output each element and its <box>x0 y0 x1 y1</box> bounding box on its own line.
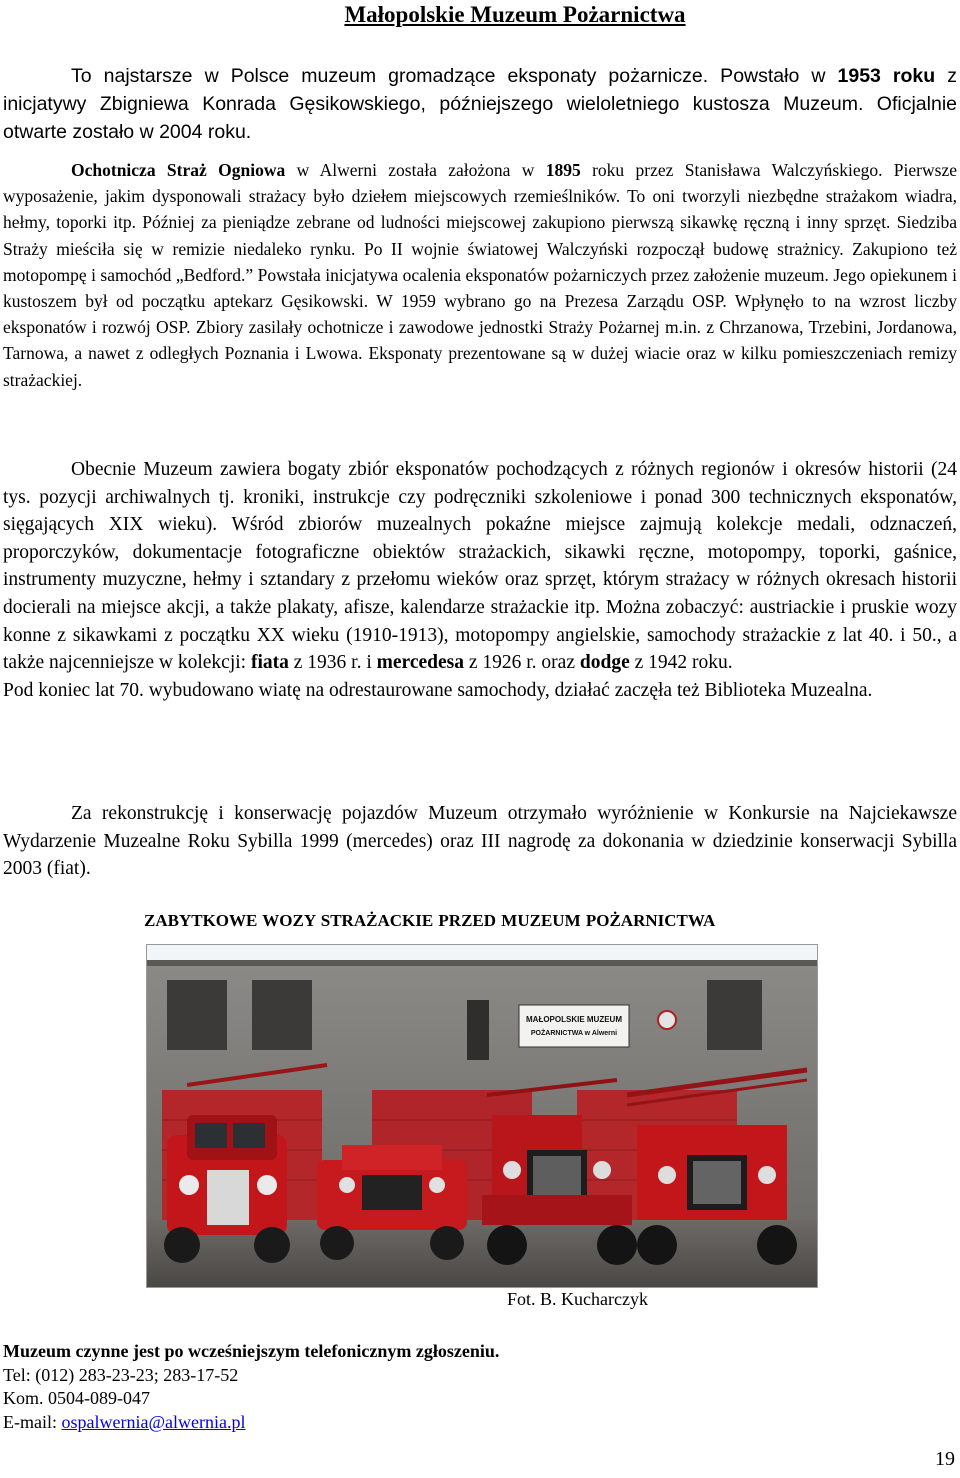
awards-paragraph: Za rekonstrukcję i konserwację pojazdów Muzeum otrzymało wyróżnienie w Konkursie na Najciekawsze Wydarzenie Muzealne Roku Sybilla 1999 (mercedes) oraz III nagrodę za dokonania w dziedzinie konserwacji Sybilla 2003 (fiat). <box>3 803 957 880</box>
mobile-line: Kom. 0504-089-047 <box>3 1388 150 1408</box>
window <box>467 1000 489 1060</box>
email-line: E-mail: ospalwernia@alwernia.pl <box>3 1411 246 1432</box>
museum-sign-line2: POŻARNICTWA w Alwerni <box>530 1030 618 1037</box>
shelter-sentence: Pod koniec lat 70. wybudowano wiatę na odrestaurowane samochody, działać zaczęła też Biblioteka Muzealna. <box>3 679 873 701</box>
phone-line: Tel: (012) 283-23-23; 283-17-52 <box>3 1364 239 1385</box>
window <box>167 980 227 1050</box>
intro-paragraph: To najstarsze w Polsce muzeum gromadzące eksponaty pożarnicze. Powstało w 1953 roku z inicjatywy Zbigniewa Konrada Gęsikowskiego, późniejszego wieloletniego kustosza Muzeum. Oficjalnie otwarte zostało w 2004 roku. <box>3 65 958 143</box>
window <box>707 980 762 1050</box>
fire-trucks-photo <box>146 944 818 1288</box>
emblem-icon <box>658 1011 676 1029</box>
opening-info: Muzeum czynne jest po wcześniejszym telefonicznym zgłoszeniu. <box>3 1341 500 1361</box>
document-title: Małopolskie Muzeum Pożarnictwa <box>344 2 686 27</box>
museum-sign <box>519 1005 629 1047</box>
photo-heading: ZABYTKOWE WOZY STRAŻACKIE PRZED MUZEUM POŻARNICTWA <box>144 911 716 930</box>
window <box>252 980 312 1050</box>
contact-block <box>3 1340 499 1434</box>
photo-credit: Fot. B. Kucharczyk <box>507 1289 648 1309</box>
page-number: 19 <box>935 1448 955 1470</box>
museum-sign-line1: MAŁOPOLSKIE MUZEUM <box>526 1015 622 1024</box>
history-paragraph: Ochotnicza Straż Ogniowa w Alwerni została założona w 1895 roku przez Stanisława Walczyńskiego. Pierwsze wyposażenie, jakim dysponowali strażacy było dziełem miejscowych rzemieślników. To oni tworzyli niezbędne strażakom wiadra, hełmy, toporki itp. Później za pieniądze zebrane od ludności miejscowej zakupiono pierwszą sikawkę ręczną i inny sprzęt. Siedziba Straży mieściła się w remizie niedaleko rynku. Po II wojnie światowej Walczyński rozpoczął budowę strażnicy. Zakupiono też motopompę i samochód „Bedford.” Powstała inicjatywa ocalenia eksponatów pożarniczych przez założenie muzeum. Jego opiekunem i kustoszem był od początku aptekarz Gęsikowski. W 1959 wybrano go na Prezesa Zarządu OSP. Wpłynęło to na wzrost liczby eksponatów i rozwój OSP. Zbiory zasilały ochotnicze i zawodowe jednostki Straży Pożarnej m.in. z Chrzanowa, Trzebini, Jordanowa, Tarnowa, a nawet z odległych Poznania i Lwowa. Eksponaty prezentowane są w dużej wiacie oraz w kilku pomieszczeniach remizy strażackiej. <box>3 160 957 390</box>
collection-paragraph: Obecnie Muzeum zawiera bogaty zbiór eksponatów pochodzących z różnych regionów i okresów historii (24 tys. pozycji archiwalnych tj. kroniki, instrukcje czy podręczniki szkoleniowe i ponad 300 technicznych eksponatów, sięgających XIX wieku). Wśród zbiorów muzealnych pokaźne miejsce zajmują kolekcje medali, odznaczeń, proporczyków, dokumentacje fotograficzne obiektów strażackich, sikawki ręczne, motopompy, toporki, gaśnice, instrumenty muzyczne, hełmy i sztandary z przełomu wieków oraz sprzęt, którym strażacy w różnych okresach historii docierali na miejsce akcji, a także plakaty, afisze, kalendarze strażackie itp. Można zobaczyć: austriackie i pruskie wozy konne z sikawkami z początku XX wieku (1910-1913), motopompy angielskie, samochody strażackie z lat 40. i 50., a także najcenniejsze w kolekcji: fiata z 1936 r. i mercedesa z 1926 r. oraz dodge z 1942 roku. Pod koniec lat 70. wybudowano wiatę na odrestaurowane samochody, działać zaczęła też Biblioteka Muzealna. <box>3 456 957 704</box>
fire-trucks-illustration <box>147 945 817 1287</box>
email-link[interactable]: ospalwernia@alwernia.pl <box>61 1411 246 1432</box>
